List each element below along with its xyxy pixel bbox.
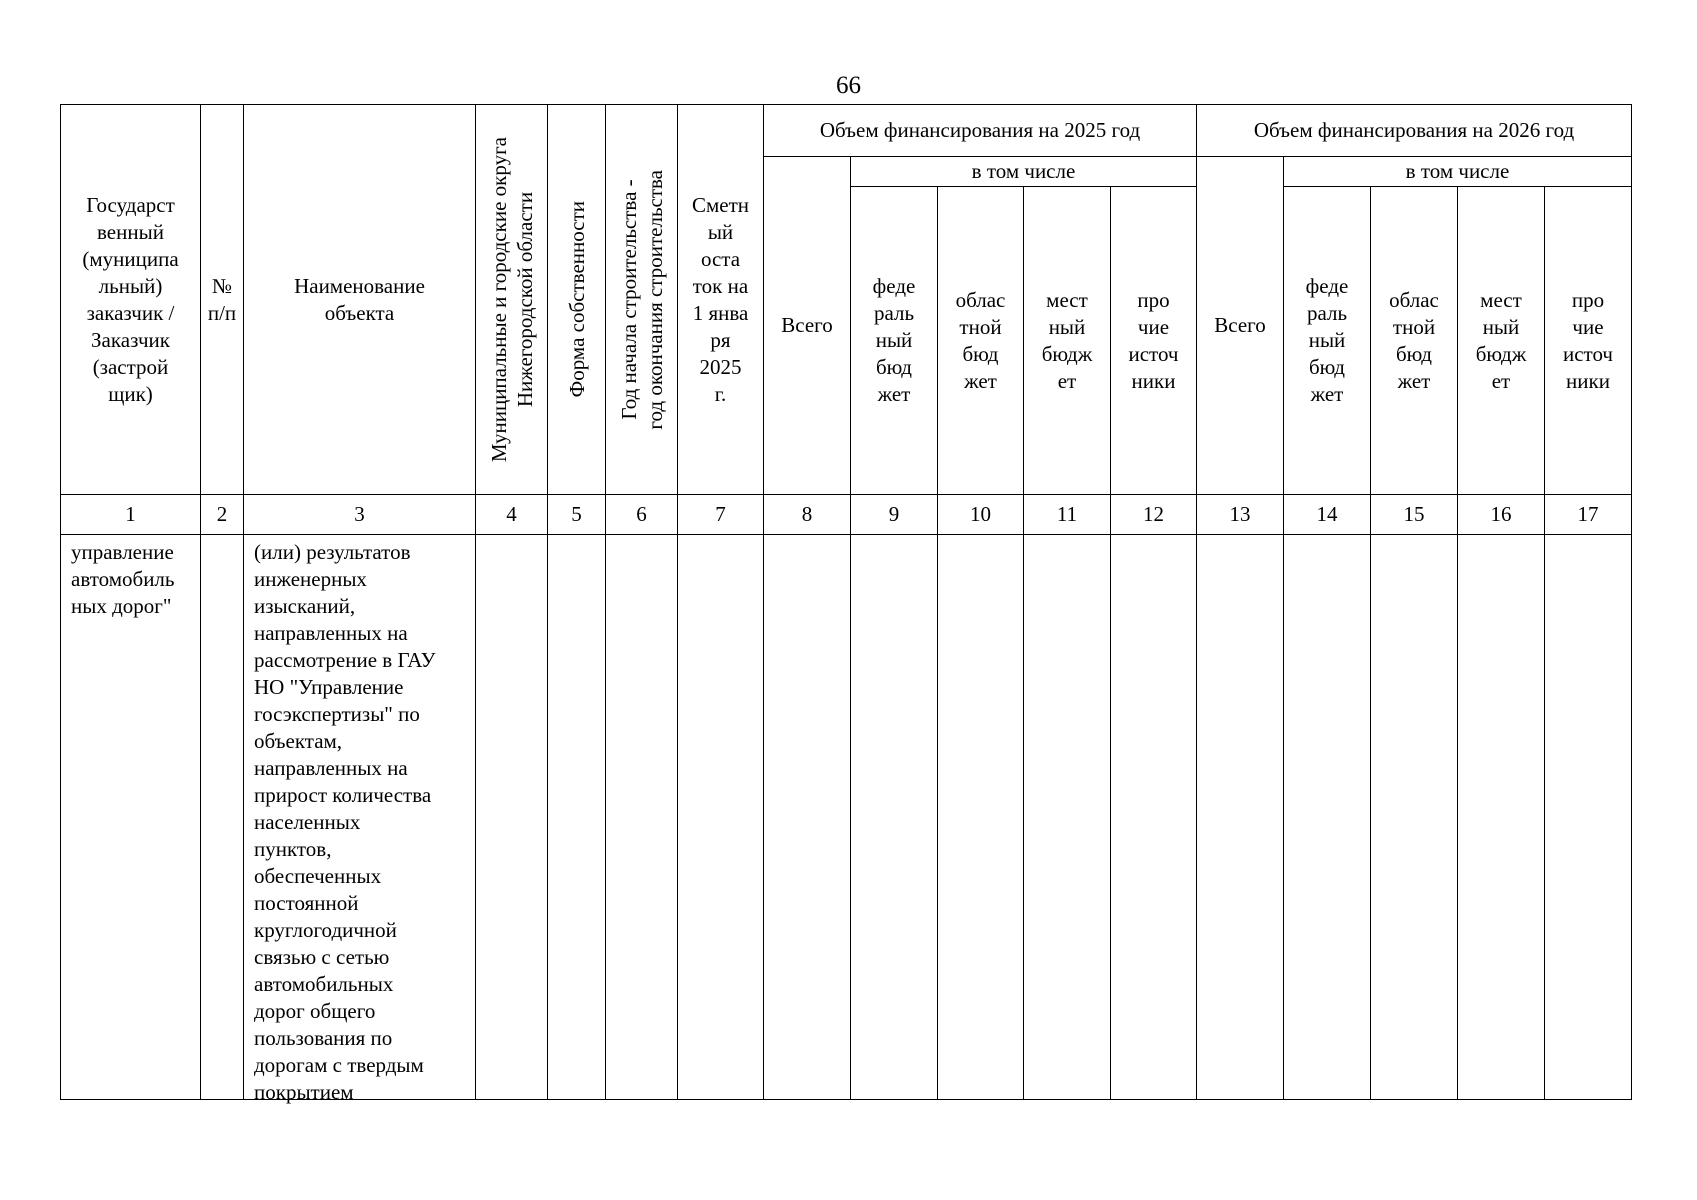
- row-empty-cell: [678, 535, 764, 1100]
- header-2025-federal: феде раль ный бюд жет: [851, 187, 938, 495]
- page-number: 66: [836, 72, 861, 99]
- financing-table: [60, 104, 1632, 1104]
- row-empty-cell: [1111, 535, 1197, 1100]
- header-2025-total: Всего: [764, 157, 851, 495]
- column-number: 12: [1111, 495, 1197, 535]
- header-years-text: Год начала строительства - год окончания строительства: [616, 169, 667, 430]
- column-number: 3: [244, 495, 476, 535]
- header-number: № п/п: [201, 104, 244, 495]
- row-empty-cell: [851, 535, 938, 1100]
- header-2026-total: Всего: [1197, 157, 1284, 495]
- column-number: 14: [1284, 495, 1371, 535]
- header-funding-2026: Объем финансирования на 2026 год: [1197, 104, 1632, 157]
- header-2026-including: в том числе: [1284, 157, 1632, 187]
- header-estimate-balance: Сметн ый оста ток на 1 янва ря 2025 г.: [678, 104, 764, 495]
- column-number: 2: [201, 495, 244, 535]
- header-customer: Государст венный (муниципа льный) заказчик / Заказчик (застрой щик): [60, 104, 201, 495]
- row-empty-cell: [476, 535, 548, 1100]
- row-object-name: (или) результатов инженерных изысканий, направленных на рассмотрение в ГАУ НО "Управление госэкспертизы" по объектам, направленных на прирост количества населенных пунктов, обеспеченных постоянной круглогодичной связью с сетью автомобильных дорог общего пользования по дорогам с твердым покрытием: [244, 535, 476, 1100]
- row-empty-cell: [1545, 535, 1632, 1100]
- header-2026-federal: феде раль ный бюд жет: [1284, 187, 1371, 495]
- header-2026-regional: облас тной бюд жет: [1371, 187, 1458, 495]
- column-number: 7: [678, 495, 764, 535]
- column-number: 9: [851, 495, 938, 535]
- row-empty-cell: [1024, 535, 1111, 1100]
- column-number: 10: [938, 495, 1024, 535]
- column-number: 17: [1545, 495, 1632, 535]
- row-empty-cell: [606, 535, 678, 1100]
- column-number: 11: [1024, 495, 1111, 535]
- row-number: [201, 535, 244, 1100]
- header-object-name: Наименование объекта: [244, 104, 476, 495]
- column-number: 13: [1197, 495, 1284, 535]
- header-2026-local: мест ный бюдж ет: [1458, 187, 1545, 495]
- header-2025-including: в том числе: [851, 157, 1197, 187]
- header-2026-other: про чие источ ники: [1545, 187, 1632, 495]
- row-empty-cell: [1197, 535, 1284, 1100]
- row-empty-cell: [1371, 535, 1458, 1100]
- row-empty-cell: [764, 535, 851, 1100]
- column-number: 8: [764, 495, 851, 535]
- row-customer: управление автомобиль ных дорог": [60, 535, 201, 1100]
- row-empty-cell: [938, 535, 1024, 1100]
- header-funding-2025: Объем финансирования на 2025 год: [764, 104, 1197, 157]
- column-number: 1: [60, 495, 201, 535]
- header-2025-other: про чие источ ники: [1111, 187, 1197, 495]
- row-empty-cell: [1458, 535, 1545, 1100]
- column-number: 4: [476, 495, 548, 535]
- header-2025-local: мест ный бюдж ет: [1024, 187, 1111, 495]
- header-municipalities-text: Муниципальные и городские округа Нижегородской области: [486, 136, 537, 463]
- row-empty-cell: [548, 535, 606, 1100]
- column-number: 6: [606, 495, 678, 535]
- header-municipalities: [476, 104, 548, 495]
- header-ownership-text: Форма собственности: [564, 201, 589, 398]
- header-ownership: [548, 104, 606, 495]
- column-number: 15: [1371, 495, 1458, 535]
- column-number: 16: [1458, 495, 1545, 535]
- row-empty-cell: [1284, 535, 1371, 1100]
- header-2025-regional: облас тной бюд жет: [938, 187, 1024, 495]
- header-years: [606, 104, 678, 495]
- column-number: 5: [548, 495, 606, 535]
